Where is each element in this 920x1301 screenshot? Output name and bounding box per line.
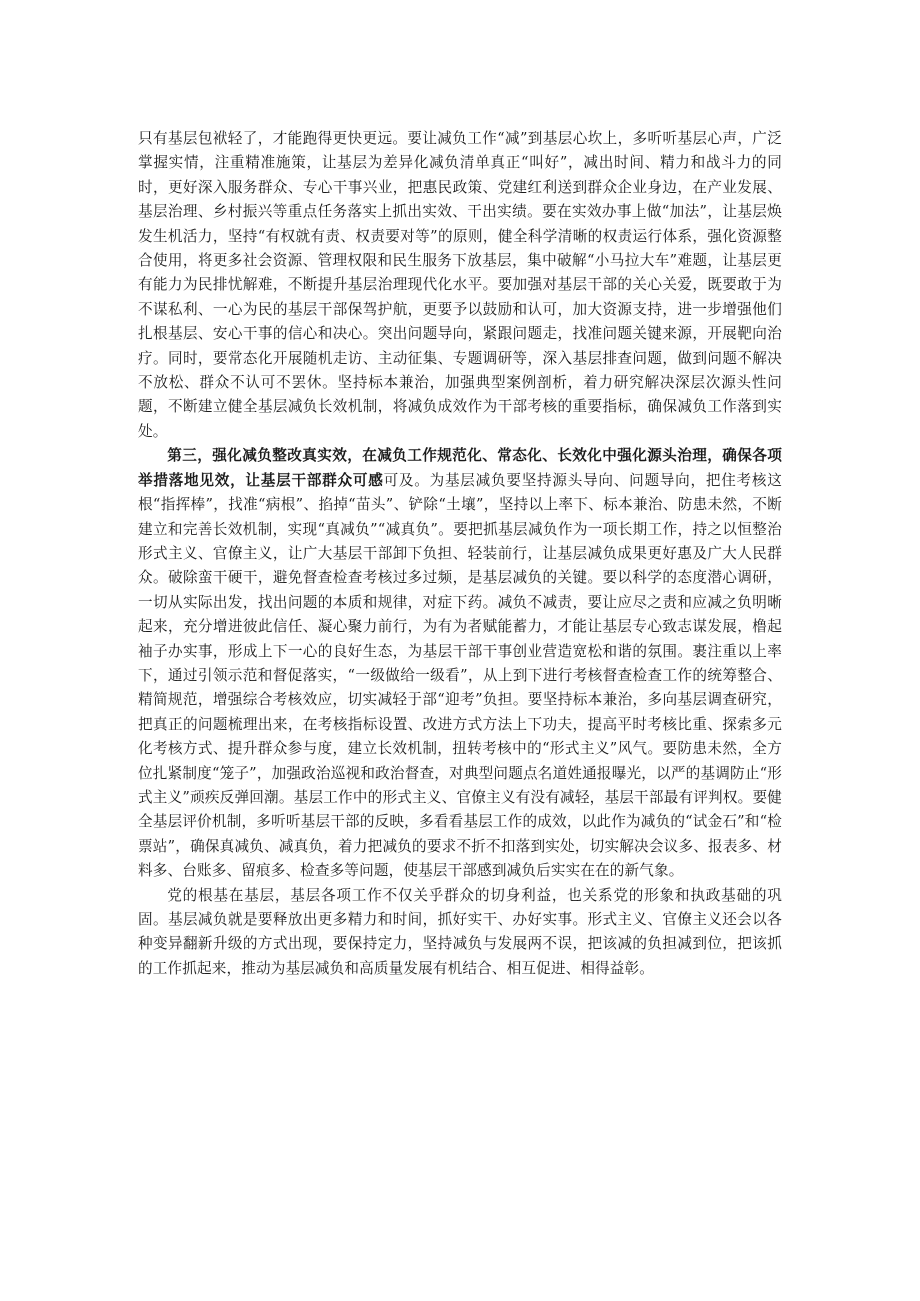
paragraph-1: 只有基层包袱轻了，才能跑得更快更远。要让减负工作“减”到基层心坎上，多听听基层心声，广泛掌握实情，注重精准施策，让基层为差异化减负清单真正“叫好”，减出时间、精力和战斗力的同时，更好深入服务群众、专心干事兴业，把惠民政策、党建红利送到群众企业身边，在产业发展、基层治理、乡村振兴等重点任务落实上抓出实效、干出实绩。要在实效办事上做“加法”，让基层焕发生机活力，坚持“有权就有责、权责要对等”的原则，健全科学清晰的权责运行体系，强化资源整合使用，将更多社会资源、管理权限和民生服务下放基层，集中破解“小马拉大车”难题，让基层更有能力为民排忧解难，不断提升基层治理现代化水平。要加强对基层干部的关心关爱，既要敢于为不谋私利、一心为民的基层干部保驾护航，更要予以鼓励和认可，加大资源支持，进一步增强他们扎根基层、安心干事的信心和决心。突出问题导向，紧跟问题走，找准问题关键来源，开展靶向治疗。同时，要常态化开展随机走访、主动征集、专题调研等，深入基层排查问题，做到问题不解决不放松、群众不认可不罢休。坚持标本兼治，加强典型案例剖析，着力研究解决深层次源头性问题，不断建立健全基层减负长效机制，将减负成效作为干部考核的重要指标，确保减负工作落到实处。 — [138, 130, 782, 440]
paragraph-2-heading: 第三，强化减负整改真实效，在减负工作规范化、常态化、长效化中强化源头治理，确保各项举措落地见效，让基层干部群众可感 — [138, 447, 782, 489]
document-body — [138, 127, 782, 981]
paragraph-2 — [138, 444, 782, 883]
paragraph-3: 党的根基在基层，基层各项工作不仅关乎群众的切身利益，也关系党的形象和执政基础的巩固。基层减负就是要释放出更多精力和时间，抓好实干、办好实事。形式主义、官僚主义还会以各种变异翻新升级的方式出现，要保持定力，坚持减负与发展两不误，把该减的负担减到位，把该抓的工作抓起来，推动为基层减负和高质量发展有机结合、相互促进、相得益彰。 — [138, 886, 782, 977]
paragraph-2-body: 可及。为基层减负要坚持源头导向、问题导向，把住考核这根“指挥棒”，找准“病根”、掐掉“苗头”、铲除“土壤”，坚持以上率下、标本兼治、防患未然，不断建立和完善长效机制，实现“真减负”“减真负”。要把抓基层减负作为一项长期工作，持之以恒整治形式主义、官僚主义，让广大基层干部卸下负担、轻装前行，让基层减负成果更好惠及广大人民群众。破除蛮干硬干，避免督查检查考核过多过频，是基层减负的关键。要以科学的态度潜心调研，一切从实际出发，找出问题的本质和规律，对症下药。减负不减责，要让应尽之责和应减之负明晰起来，充分增进彼此信任、凝心聚力前行，为有为者赋能蓄力，才能让基层专心致志谋发展，橹起袖子办实事，形成上下一心的良好生态，为基层干部干事创业营造宽松和谐的氛围。裹注重以上率下，通过引领示范和督促落实，“一级做给一级看”，从上到下进行考核督查检查工作的统筹整合、精简规范，增强综合考核效应，切实减轻于部“迎考”负担。要坚持标本兼治，多向基层调查研究，把真正的问题梳理出来，在考核指标设置、改进方式方法上下功夫，提高平时考核比重、探索多元化考核方式、提升群众参与度，建立长效机制，扭转考核中的“形式主义”风气。要防患未然，全方位扎紧制度“笼子”，加强政治巡视和政治督查，对典型问题点名道姓通报曝光，以严的基调防止“形式主义”顽疾反弹回潮。基层工作中的形式主义、官僚主义有没有减轻，基层干部最有评判权。要健全基层评价机制，多听听基层干部的反映，多看看基层工作的成效，以此作为减负的“试金石”和“检票站”，确保真减负、减真负，着力把减负的要求不折不扣落到实处，切实解决会议多、报表多、材料多、台账多、留痕多、检查多等问题，使基层干部感到减负后实实在在的新气象。 — [138, 471, 782, 880]
